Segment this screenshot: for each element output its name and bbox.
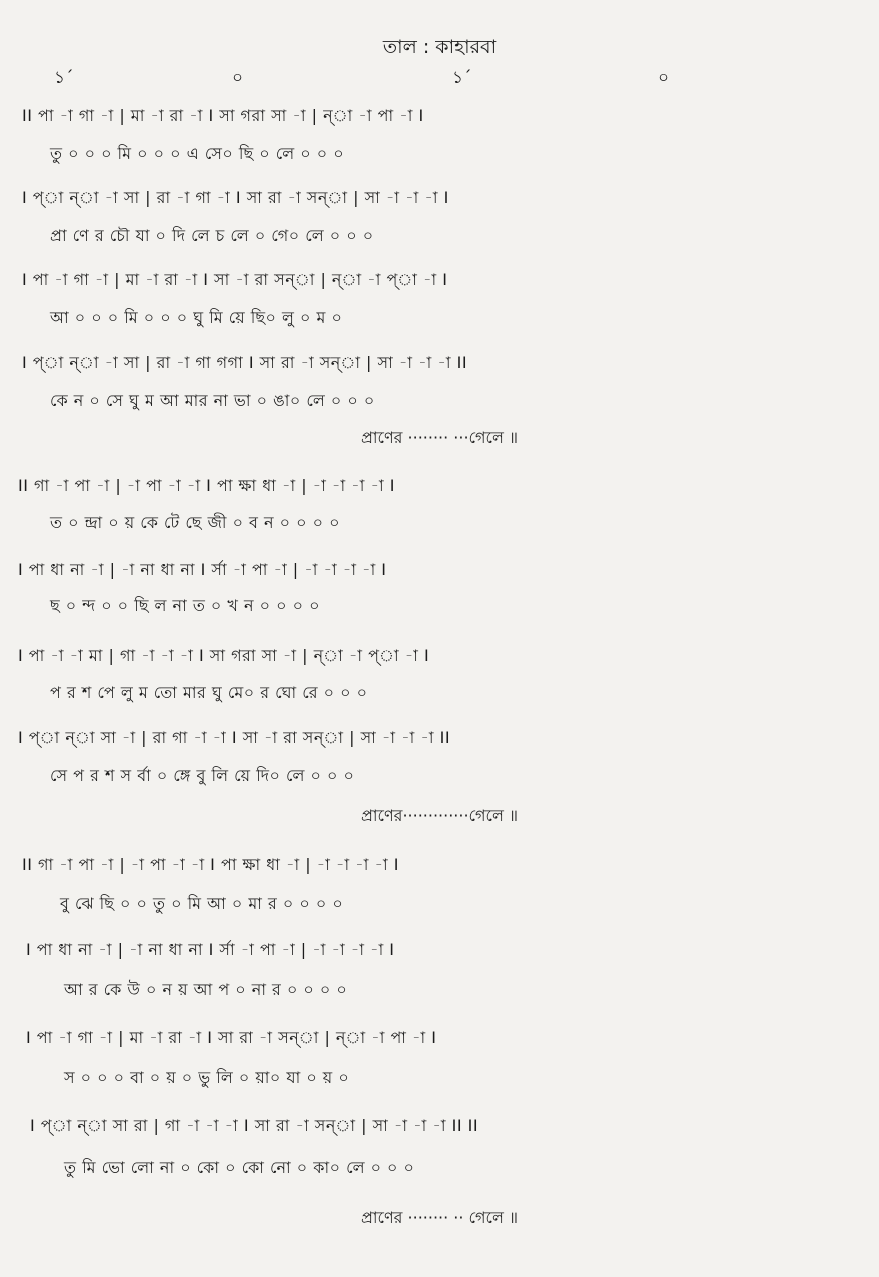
notation-row-6: I পা ধা না -া | -া না ধা না I র্সা -া পা -া | -া -া -া -া I [18, 560, 387, 579]
beat-mark-3: ১´ [452, 68, 472, 88]
lyrics-row-3: আ ০ ০ ০ মি ০ ০ ০ ঘু মি য়ে ছি০ লু ০ ম ০ [50, 308, 343, 327]
lyrics-row-4: কে ন ০ সে ঘু ম আ মার না ভা ০ ঙা০ লে ০ ০ ০ [50, 391, 375, 410]
lyrics-row-2: প্রা ণে র চৌ যা ০ দি লে চ লে ০ গে০ লে ০ ০ ০ [50, 226, 374, 245]
beat-mark-4: ০ [658, 68, 670, 88]
notation-row-10: I পা ধা না -া | -া না ধা না I র্সা -া পা -া | -া -া -া -া I [26, 940, 395, 959]
lyrics-row-1: তু ০ ০ ০ মি ০ ০ ০ এ সে০ ছি ০ লে ০ ০ ০ [50, 144, 345, 163]
lyrics-row-10: আ র কে উ ০ ন য় আ প ০ না র ০ ০ ০ ০ [64, 980, 348, 999]
lyrics-row-7: প র শ পে লু ম তো মার ঘু মে০ র ঘো রে ০ ০ ০ [50, 683, 368, 702]
refrain-1: প্রাণের ········ ···গেলে ॥ [360, 428, 519, 447]
beat-mark-1: ১´ [54, 68, 74, 88]
tala-title: তাল : কাহারবা [382, 36, 497, 58]
notation-row-7: I পা -া -া মা | গা -া -া -া I সা গরা সা -া | ন্া -া প্া -া I [18, 646, 430, 665]
notation-row-12: I প্া ন্া সা রা | গা -া -া -া I সা রা -া সন্া | সা -া -া -া II II [30, 1116, 479, 1135]
notation-row-3: I পা -া গা -া | মা -া রা -া I সা -া রা সন্া | ন্া -া প্া -া I [22, 270, 448, 289]
lyrics-row-9: বু ঝে ছি ০ ০ তু ০ মি আ ০ মা র ০ ০ ০ ০ [60, 894, 344, 913]
refrain-2: প্রাণের·············গেলে ॥ [360, 806, 519, 825]
beat-mark-2: ০ [232, 68, 244, 88]
lyrics-row-5: ত ০ ন্দ্রা ০ য় কে টে ছে জী ০ ব ন ০ ০ ০ ০ [50, 513, 341, 532]
lyrics-row-11: স ০ ০ ০ বা ০ য় ০ ভু লি ০ য়া০ যা ০ য় ০ [64, 1068, 350, 1087]
lyrics-row-6: ছ ০ ন্দ ০ ০ ছি ল না ত ০ খ ন ০ ০ ০ ০ [50, 596, 320, 615]
notation-row-5: II গা -া পা -া | -া পা -া -া I পা ক্ষা ধা -া | -া -া -া -া I [18, 476, 395, 495]
notation-row-11: I পা -া গা -া | মা -া রা -া I সা রা -া সন্া | ন্া -া পা -া I [26, 1028, 437, 1047]
notation-row-4: I প্া ন্া -া সা | রা -া গা গগা I সা রা -া সন্া | সা -া -া -া II [22, 353, 468, 372]
notation-row-9: II গা -া পা -া | -া পা -া -া I পা ক্ষা ধা -া | -া -া -া -া I [22, 855, 399, 874]
notation-row-8: I প্া ন্া সা -া | রা গা -া -া I সা -া রা সন্া | সা -া -া -া II [18, 728, 451, 747]
lyrics-row-12: তু মি ভো লো না ০ কো ০ কো নো ০ কা০ লে ০ ০ ০ [64, 1158, 415, 1177]
notation-row-2: I প্া ন্া -া সা | রা -া গা -া I সা রা -া সন্া | সা -া -া -া I [22, 188, 449, 207]
lyrics-row-8: সে প র শ স র্বা ০ ঙ্গে বু লি য়ে দি০ লে ০ ০ ০ [50, 766, 355, 785]
notation-row-1: II পা -া গা -া | মা -া রা -া I সা গরা সা -া | ন্া -া পা -া I [22, 106, 424, 125]
refrain-3: প্রাণের ········ ·· গেলে ॥ [360, 1208, 519, 1227]
